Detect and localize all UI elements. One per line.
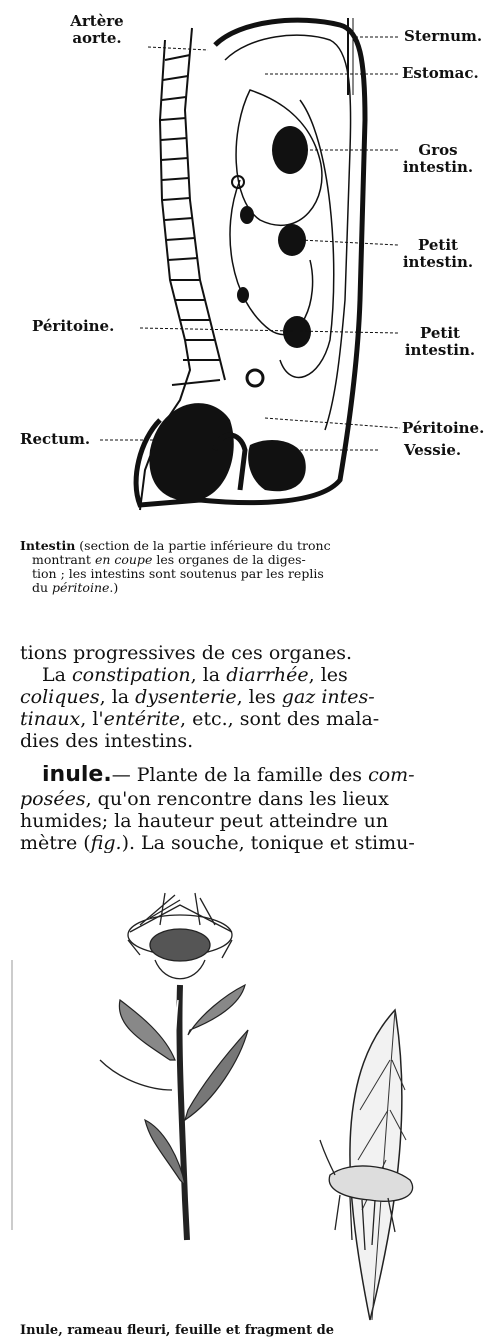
inule-headword: inule. [42, 765, 112, 785]
label-gros-text: Gros [418, 141, 458, 159]
inule-l4a: mètre ( [20, 833, 91, 853]
caption-line1: (section de la partie inférieure du tronc [75, 538, 331, 553]
inule-l2b: , qu'on rencontre dans les lieux [85, 789, 389, 809]
article-line4d: , etc., sont des mala- [180, 709, 380, 729]
article-line-1: tions progressives de ces organes. [20, 643, 353, 663]
inule-l4c: ). La souche, tonique et stimu- [121, 833, 415, 853]
caption-line2c: les organes de la diges- [152, 552, 306, 567]
article-line2c: , la [190, 665, 227, 685]
plant-stem [179, 985, 187, 1240]
label-sternum: Sternum. [404, 27, 483, 45]
label-artere-text: Artère [70, 12, 124, 30]
label-aorte-text: aorte. [72, 29, 122, 47]
caption-line2a: montrant [32, 552, 95, 567]
label-gros-text2: intestin. [402, 158, 474, 176]
stem-leaf-3 [185, 1030, 248, 1120]
stem-leaf-1 [119, 1000, 175, 1060]
label-petit1-text2: intestin. [402, 253, 474, 271]
flower-head [128, 893, 232, 979]
caption-line3: tion ; les intestins sont soutenus par les replis [32, 566, 324, 581]
caption-line4a: du [32, 580, 53, 595]
caption-line4b: péritoine [52, 580, 110, 595]
article-line3b: , la [99, 687, 136, 707]
article-line3e: gaz intes- [281, 687, 375, 707]
article-line2b: constipation [71, 665, 191, 685]
article-line4c: entérite [103, 709, 181, 729]
article-line3d: , les [236, 687, 282, 707]
article-line3c: dysenterie [135, 687, 237, 707]
article-line4a: tinaux [20, 709, 81, 729]
label-rectum: Rectum. [20, 430, 91, 448]
inule-l1b: com- [368, 765, 415, 785]
label-petit2-text: Petit [420, 324, 460, 342]
inule-l4b: fig. [90, 833, 122, 853]
article-line4b: , l' [80, 709, 104, 729]
inule-l2a: posées [20, 789, 86, 809]
figure-caption-inule: Inule, rameau fleuri, feuille et fragment de [20, 1323, 335, 1338]
label-peritoine-right: Péritoine. [402, 419, 485, 437]
article-line-5: dies des intestins. [20, 731, 194, 751]
caption-line4c: .) [109, 580, 119, 595]
inule-l1: — Plante de la famille des [111, 765, 369, 785]
article-line3a: coliques [20, 687, 100, 707]
label-peritoine-left: Péritoine. [32, 317, 115, 335]
inule-line-3: humides; la hauteur peut atteindre un [20, 811, 389, 831]
label-estomac: Estomac. [402, 64, 479, 82]
article-line2e: , les [308, 665, 348, 685]
label-petit2-text2: intestin. [404, 341, 476, 359]
stem-leaf-2 [188, 985, 245, 1035]
label-vessie: Vessie. [404, 441, 462, 459]
caption-line2b: en coupe [94, 552, 153, 567]
label-petit1-text: Petit [418, 236, 458, 254]
article-line2d: diarrhée [226, 665, 309, 685]
stem-leaf-4 [145, 1120, 185, 1185]
caption-headword: Intestin [20, 538, 76, 553]
article-line2a: La [42, 665, 72, 685]
